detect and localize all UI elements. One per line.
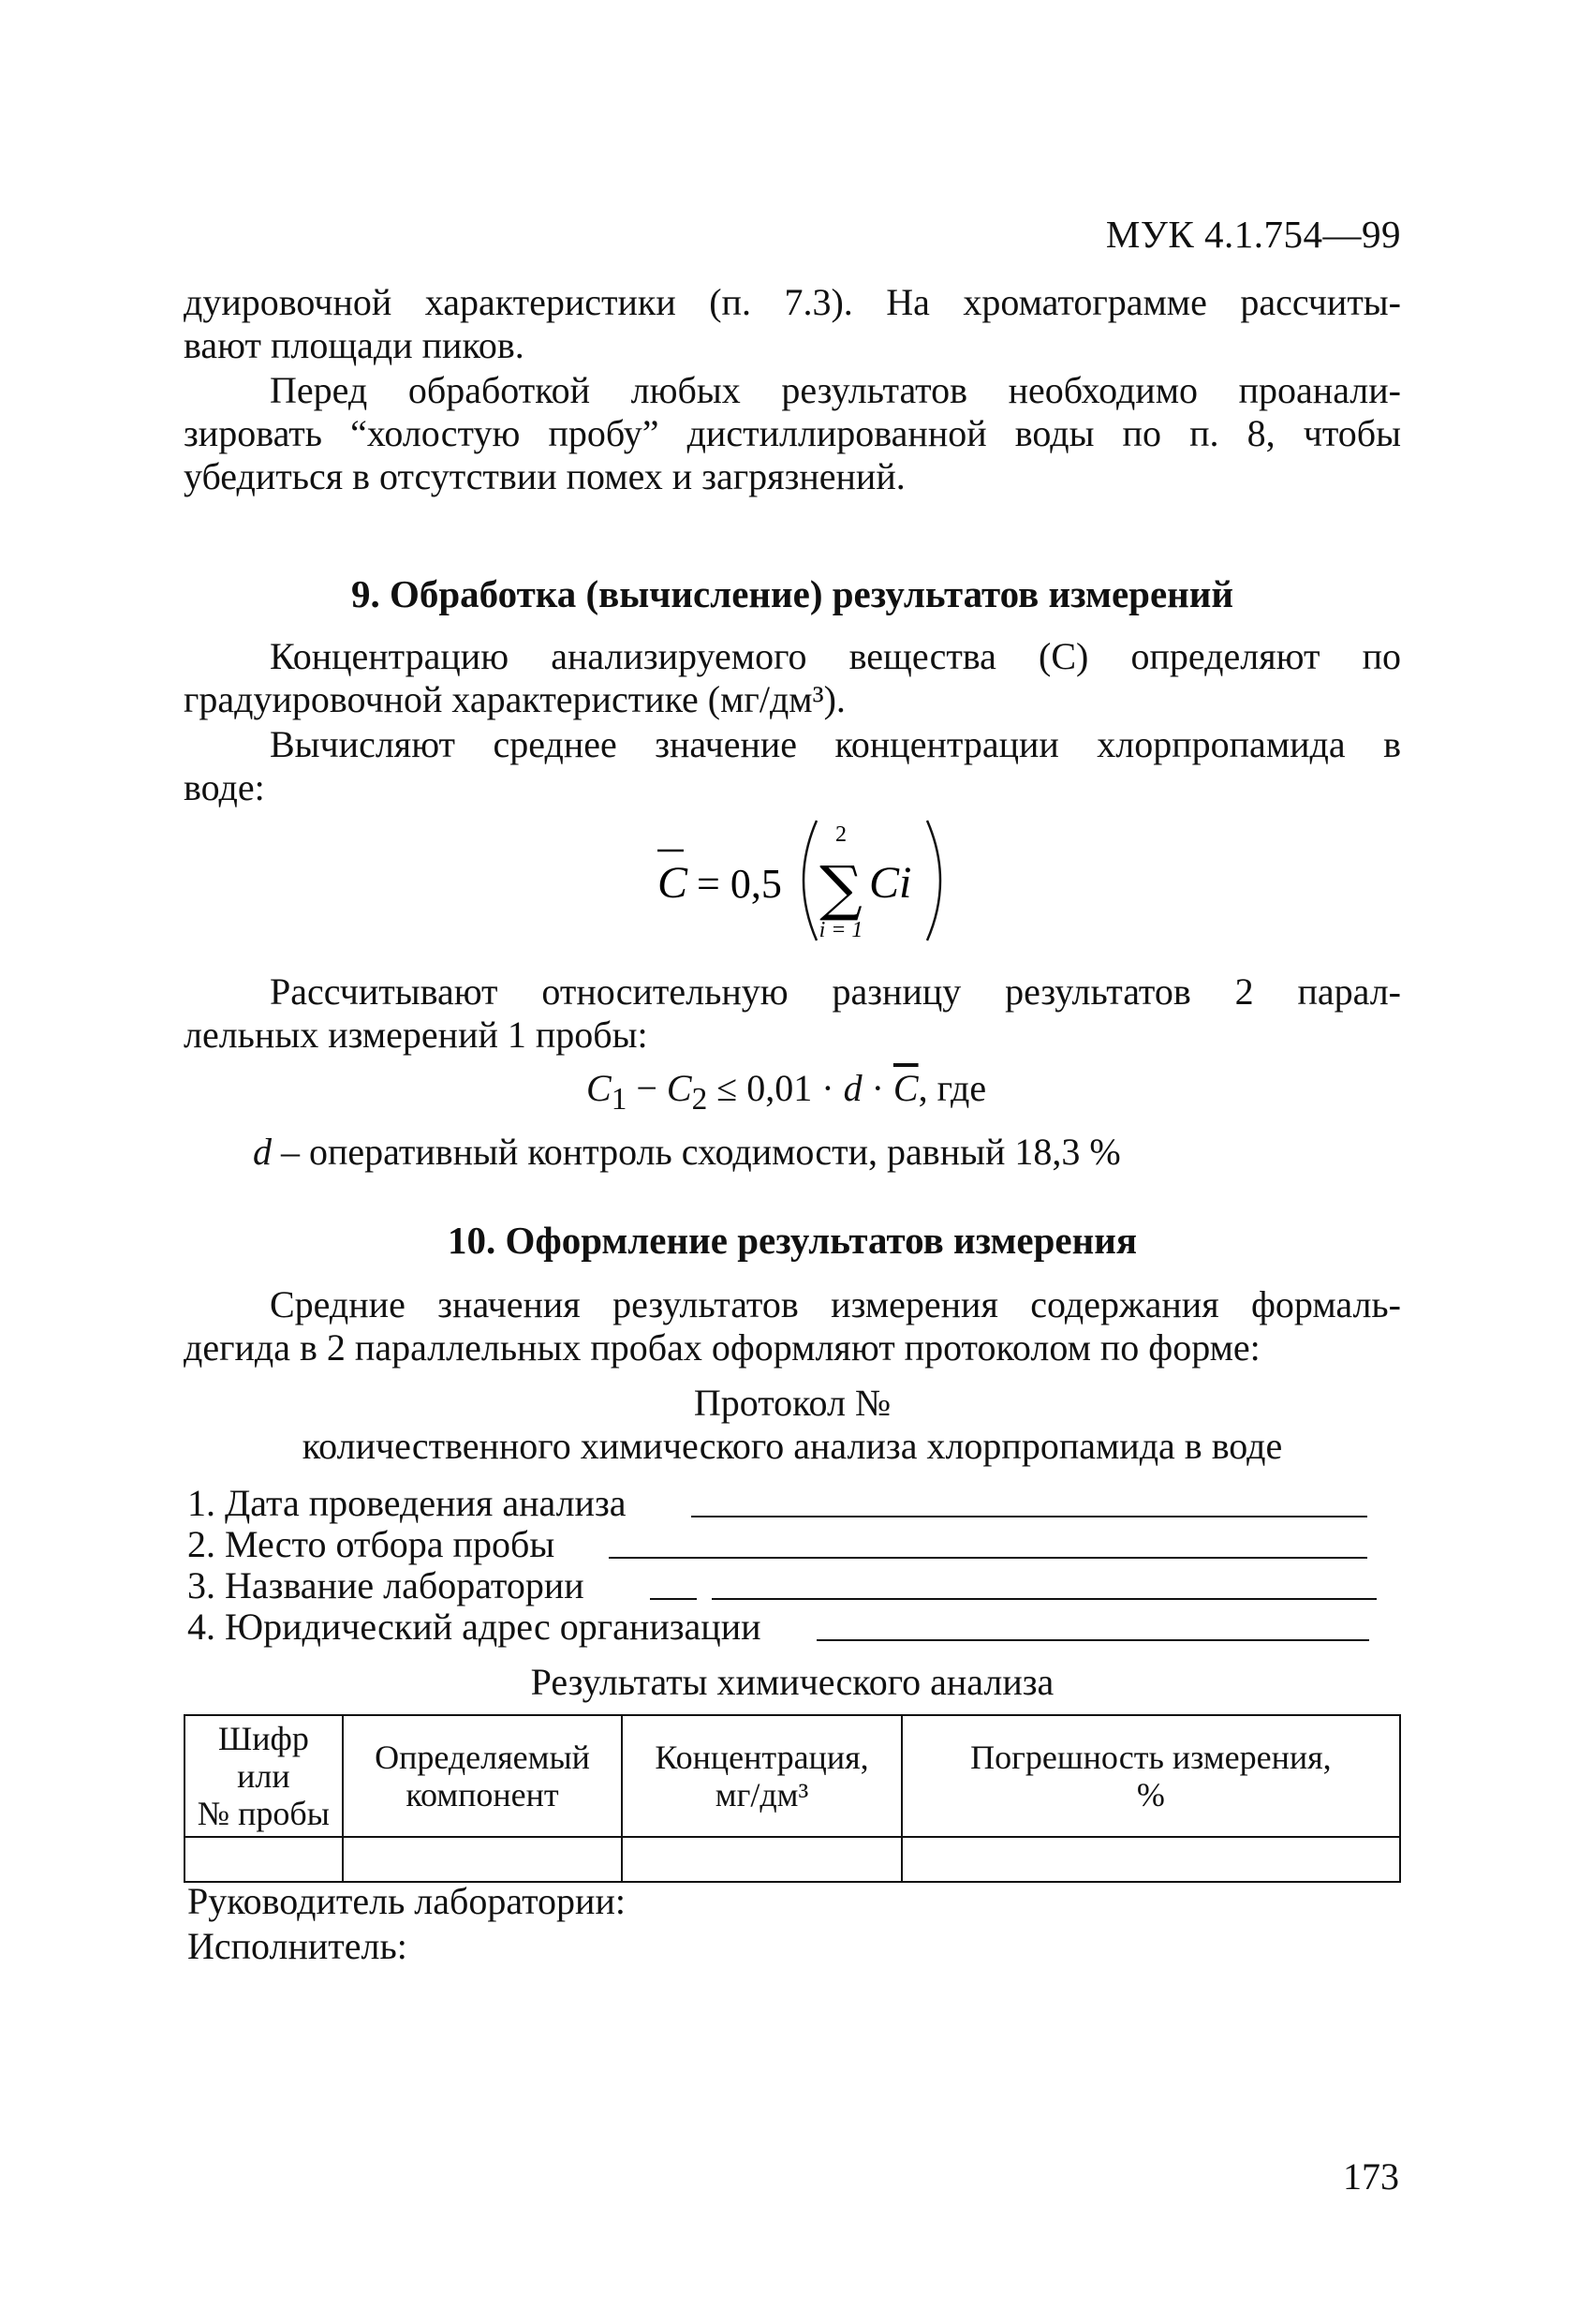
protocol-field-sampling-place: 2. Место отбора пробы [187, 1523, 555, 1565]
formula-mean-concentration [629, 813, 1004, 954]
sum-lower-limit: i = 1 [819, 918, 863, 942]
table-cell [343, 1837, 623, 1882]
formula-c-mean: $\overline{C}$ [892, 1067, 919, 1109]
field-underline [609, 1557, 1367, 1559]
header-line: № пробы [197, 1795, 330, 1832]
col-header-sample-code [184, 1715, 343, 1837]
section-10-paragraph-1 [184, 1283, 1401, 1369]
formula-mean-svg [629, 813, 1004, 954]
formula-lhs: C [657, 858, 688, 908]
header-line: Концентрация, [655, 1739, 869, 1776]
page-number: 173 [1343, 2155, 1399, 2198]
protocol-subtitle: количественного химического анализа хлорпропамида в воде [302, 1425, 1283, 1467]
text-line: дегида в 2 параллельных пробах оформляют протоколом по форме: [184, 1326, 1261, 1369]
left-paren [804, 821, 817, 940]
text-line: зировать “холостую пробу” дистиллированной воды по п. 8, чтобы [184, 412, 1401, 454]
header-line: компонент [406, 1776, 559, 1813]
text-line: Средние значения результатов измерения содержания формаль- [270, 1283, 1401, 1325]
header-line: мг/дм³ [715, 1776, 809, 1813]
text-line: Перед обработкой любых результатов необходимо проанали- [270, 369, 1401, 411]
field-underline [650, 1598, 697, 1600]
formula-sub: 1 [611, 1082, 627, 1117]
table-header-row [184, 1715, 1400, 1837]
formula-eq: = 0,5 [697, 861, 782, 907]
section-10-heading: 10. Оформление результатов измерения [447, 1219, 1138, 1262]
header-line: Определяемый [375, 1739, 590, 1776]
header-line: Погрешность измерения, [970, 1739, 1332, 1776]
table-row [184, 1837, 1400, 1882]
formula-sub: 2 [691, 1082, 708, 1117]
sum-upper-limit: 2 [835, 822, 847, 847]
table-cell [902, 1837, 1400, 1882]
col-header-component [343, 1715, 623, 1837]
col-header-concentration [622, 1715, 902, 1837]
text-line: дуировочной характеристики (п. 7.3). На хроматограмме рассчиты- [184, 281, 1401, 323]
protocol-field-legal-address: 4. Юридический адрес организации [187, 1606, 761, 1648]
field-underline [817, 1639, 1369, 1641]
text-line: лельных измерений 1 пробы: [184, 1014, 648, 1056]
section-9-heading: 9. Обработка (вычисление) результатов измерений [350, 572, 1234, 615]
formula-op: · [862, 1067, 893, 1109]
results-caption: Результаты химического анализа [530, 1661, 1055, 1703]
text-line: Рассчитывают относительную разницу результатов 2 парал- [270, 970, 1401, 1013]
section-9-paragraph-3 [184, 970, 1401, 1057]
header-line: Шифр или [217, 1720, 309, 1795]
protocol-field-date: 1. Дата проведения анализа [187, 1482, 627, 1524]
sum-term: Ci [869, 858, 912, 908]
header-line: % [1136, 1776, 1165, 1813]
section-9-paragraph-2 [184, 723, 1401, 809]
intro-paragraph-1 [184, 281, 1401, 367]
col-header-error [902, 1715, 1400, 1837]
signature-lab-head: Руководитель лаборатории: [187, 1880, 626, 1922]
protocol-field-lab-name: 3. Название лаборатории [187, 1564, 584, 1606]
text-line: вают площади пиков. [184, 324, 524, 366]
formula-op: − [627, 1067, 667, 1109]
text-line: убедиться в отсутствии помех и загрязнений. [184, 455, 906, 497]
table-cell [622, 1837, 902, 1882]
doc-code-header: МУК 4.1.754—99 [1105, 213, 1401, 256]
formula-relative-difference [586, 1066, 986, 1118]
formula-d: d [843, 1067, 863, 1109]
formula-tail: , где [918, 1067, 987, 1109]
d-text: – оперативный контроль сходимости, равный 18,3 % [272, 1131, 1121, 1173]
protocol-title: Протокол № [693, 1382, 892, 1424]
intro-paragraph-2 [184, 369, 1401, 498]
field-underline [712, 1598, 1377, 1600]
d-symbol: d [253, 1131, 272, 1173]
signature-executor: Исполнитель: [187, 1925, 407, 1967]
d-definition [253, 1130, 1121, 1174]
right-paren [927, 821, 940, 940]
formula-c: C [666, 1067, 692, 1109]
text-line: воде: [184, 766, 265, 808]
sum-sign: ∑ [819, 854, 863, 924]
text-line: градуировочной характеристике (мг/дм³). [184, 678, 846, 720]
table-cell [184, 1837, 343, 1882]
formula-c: C [586, 1067, 612, 1109]
results-table [184, 1714, 1401, 1883]
section-9-paragraph-1 [184, 635, 1401, 721]
field-underline [691, 1516, 1367, 1517]
text-line: Концентрацию анализируемого вещества (С) определяют по [270, 635, 1401, 677]
text-line: Вычисляют среднее значение концентрации хлорпропамида в [270, 723, 1401, 765]
formula-op: ≤ 0,01 · [707, 1067, 844, 1109]
